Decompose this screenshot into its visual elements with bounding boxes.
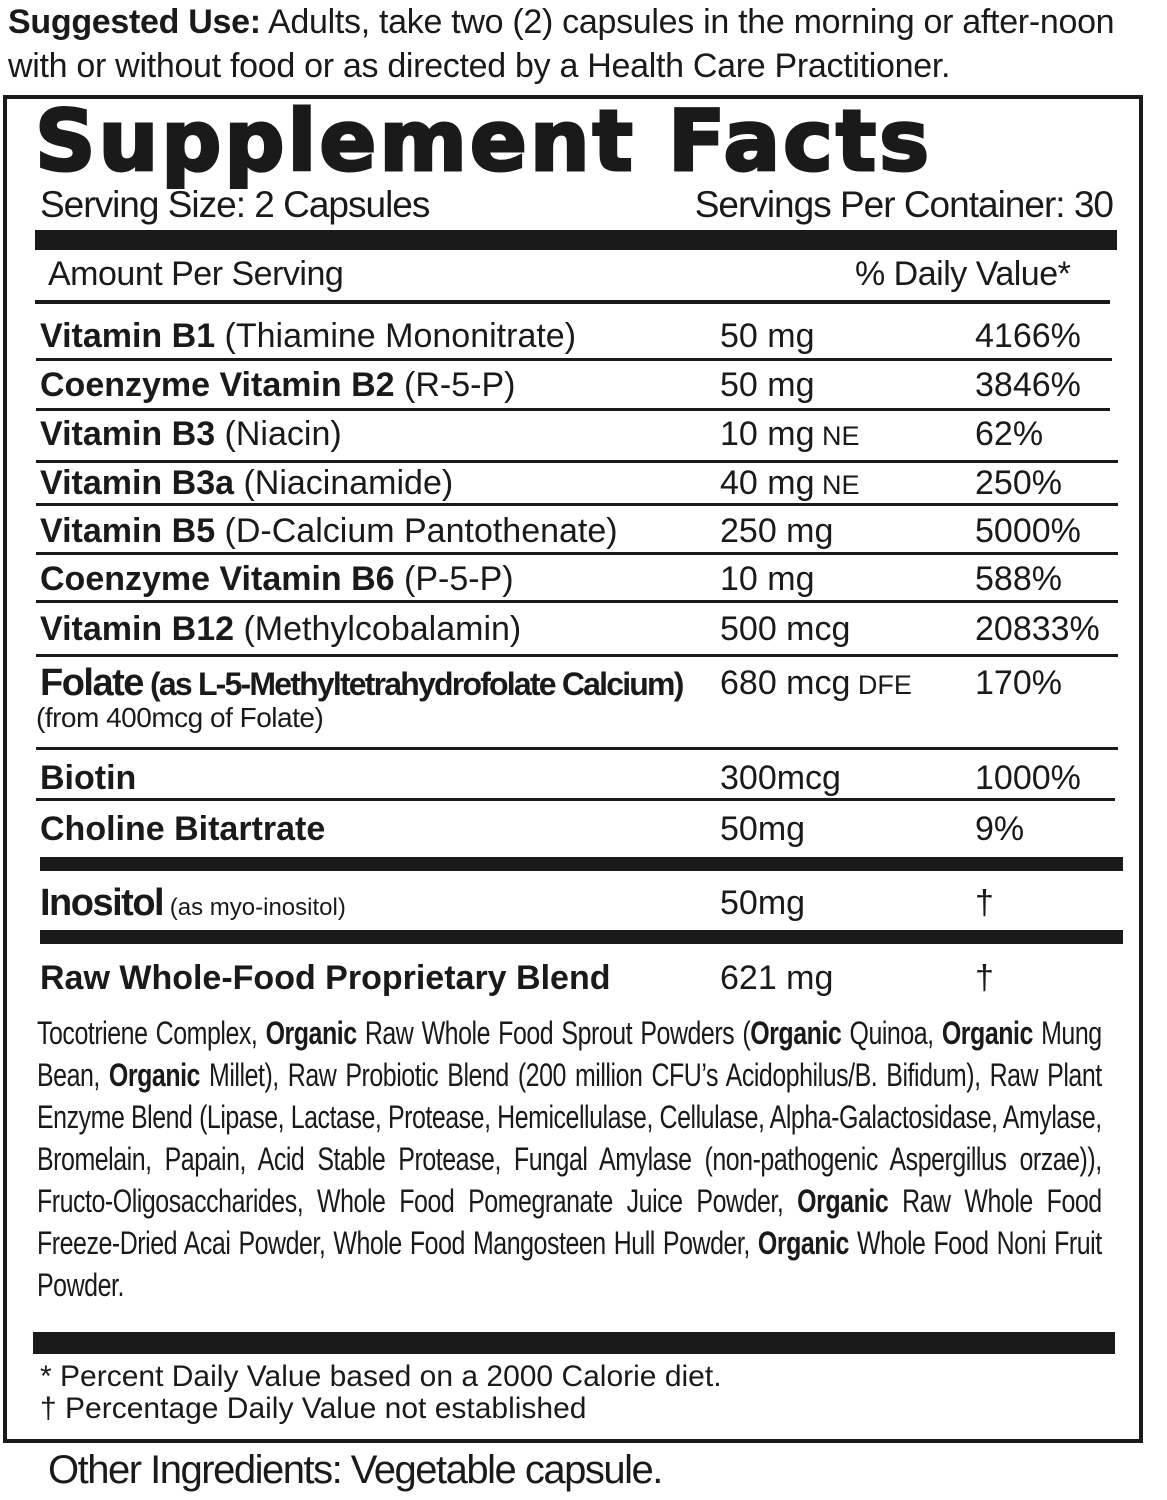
nutrient-name-cell bbox=[40, 955, 610, 1001]
nutrient-source: (Niacin) bbox=[215, 415, 342, 453]
nutrient-name: Choline Bitartrate bbox=[40, 810, 326, 848]
nutrient-row bbox=[40, 880, 1120, 926]
nutrient-daily-value: 4166% bbox=[975, 317, 1081, 355]
nutrient-subline: (from 400mcg of Folate) bbox=[36, 702, 324, 733]
nutrient-amount: 10 mg bbox=[720, 560, 815, 598]
nutrient-name-cell bbox=[40, 362, 515, 408]
nutrient-unit: NE bbox=[814, 421, 860, 451]
row-divider bbox=[36, 600, 1118, 603]
nutrient-name-cell bbox=[40, 460, 453, 506]
nutrient-amount-cell bbox=[720, 606, 850, 654]
nutrient-row bbox=[40, 955, 1120, 1001]
suggested-use-label: Suggested Use: bbox=[8, 3, 261, 41]
nutrient-amount-cell bbox=[720, 411, 860, 459]
nutrient-name: Biotin bbox=[40, 759, 137, 797]
nutrient-daily-value: 588% bbox=[975, 560, 1062, 598]
nutrient-name: Coenzyme Vitamin B2 bbox=[40, 366, 395, 404]
nutrient-daily-value: 5000% bbox=[975, 512, 1081, 550]
row-divider bbox=[36, 654, 1118, 657]
nutrient-daily-value: 20833% bbox=[975, 610, 1100, 648]
nutrient-name: Raw Whole-Food Proprietary Blend bbox=[40, 959, 611, 997]
nutrient-daily-value: † bbox=[975, 959, 994, 997]
nutrient-row bbox=[40, 755, 1120, 801]
nutrient-amount: 50 mg bbox=[720, 317, 815, 355]
row-divider bbox=[36, 358, 1112, 361]
nutrient-daily-value: 9% bbox=[975, 810, 1025, 848]
nutrient-unit: NE bbox=[814, 470, 860, 500]
nutrient-row bbox=[40, 606, 1120, 652]
organic-label: Organic bbox=[797, 1183, 889, 1219]
nutrient-daily-value: 170% bbox=[975, 664, 1062, 702]
nutrient-amount-cell bbox=[720, 508, 833, 556]
nutrient-row bbox=[40, 362, 1120, 408]
footnote: * Percent Daily Value based on a 2000 Calorie diet. bbox=[40, 1360, 722, 1393]
ingredient-text: Raw Whole Food Sprout Powders ( bbox=[356, 1015, 751, 1051]
nutrient-name-cell bbox=[40, 806, 325, 852]
nutrient-name: Vitamin B12 bbox=[40, 610, 235, 648]
row-divider bbox=[40, 857, 1123, 871]
nutrient-source: (P-5-P) bbox=[394, 560, 514, 598]
nutrient-source: (as myo-inositol) bbox=[163, 894, 346, 921]
nutrient-amount-cell bbox=[720, 660, 912, 708]
nutrient-name: Vitamin B3 bbox=[40, 415, 216, 453]
row-divider bbox=[36, 747, 1118, 750]
nutrient-row bbox=[40, 508, 1120, 554]
nutrient-name-cell bbox=[40, 755, 136, 801]
nutrient-name-cell bbox=[40, 313, 576, 359]
nutrient-daily-value: 250% bbox=[975, 464, 1062, 502]
panel-title: Supplement Facts bbox=[35, 92, 933, 190]
ingredient-text: Tocotriene Complex, bbox=[37, 1015, 266, 1051]
nutrient-source: (as L-5-Methyltetrahydrofolate Calcium) bbox=[142, 666, 683, 702]
nutrient-amount: 50 mg bbox=[720, 366, 815, 404]
row-divider bbox=[40, 930, 1123, 944]
nutrient-amount: 40 mg bbox=[720, 464, 815, 502]
ingredient-text: Raw Whole Food Freeze-Dried Acai Powder, Whole Food Mangosteen Hull Powder, bbox=[37, 1183, 1102, 1261]
nutrient-amount: 50mg bbox=[720, 810, 806, 848]
nutrient-row bbox=[40, 806, 1120, 852]
nutrient-amount-cell bbox=[720, 460, 860, 508]
organic-label: Organic bbox=[941, 1015, 1033, 1051]
nutrient-name-cell bbox=[40, 606, 521, 652]
nutrient-amount-cell bbox=[720, 880, 805, 928]
nutrient-amount-cell bbox=[720, 955, 833, 1003]
nutrient-daily-value: 1000% bbox=[975, 759, 1081, 797]
nutrient-source: (Methylcobalamin) bbox=[234, 610, 522, 648]
divider bbox=[35, 300, 1110, 304]
nutrient-name: Vitamin B5 bbox=[40, 512, 216, 550]
nutrient-name: Vitamin B1 bbox=[40, 317, 216, 355]
nutrient-amount-cell bbox=[720, 313, 815, 361]
nutrient-amount: 500 mcg bbox=[720, 610, 851, 648]
nutrient-amount-cell bbox=[720, 556, 815, 604]
nutrient-row bbox=[36, 660, 1120, 733]
nutrient-name: Coenzyme Vitamin B6 bbox=[40, 560, 395, 598]
nutrient-amount-cell bbox=[720, 755, 841, 803]
divider-thick bbox=[35, 230, 1117, 250]
nutrient-row bbox=[40, 313, 1120, 359]
nutrient-amount: 300mcg bbox=[720, 759, 841, 797]
nutrient-row bbox=[40, 411, 1120, 457]
organic-label: Organic bbox=[108, 1057, 200, 1093]
nutrient-amount-cell bbox=[720, 806, 805, 854]
nutrient-row bbox=[40, 460, 1120, 506]
ingredient-text: Millet), Raw Probiotic Blend (200 million CFU’s Acidophilus/B. Bifidum), Raw Plant Enzyme Blend (Lipase, Lactase, Protease, Hemicellulase, Cellulase, Alpha-Galactosidase, Amylase, Bromelain, Papain, Acid Stable Protease, Fungal Amylase (non-pathogenic Aspergillus orzae)), Fructo-Oligosaccharides, Whole Food Pomegranate Juice Powder, bbox=[37, 1057, 1102, 1219]
serving-size: Serving Size: 2 Capsules bbox=[40, 184, 430, 225]
organic-label: Organic bbox=[265, 1015, 357, 1051]
nutrient-daily-value: † bbox=[975, 884, 994, 922]
row-divider bbox=[36, 503, 1118, 506]
nutrient-name-cell bbox=[40, 556, 514, 602]
nutrient-source: (Thiamine Mononitrate) bbox=[215, 317, 577, 355]
amount-per-serving-header: Amount Per Serving bbox=[48, 255, 344, 293]
blend-ingredients bbox=[37, 1012, 1102, 1306]
footnote: † Percentage Daily Value not established bbox=[40, 1392, 587, 1425]
divider-thick bbox=[33, 1332, 1115, 1354]
organic-label: Organic bbox=[750, 1015, 842, 1051]
ingredient-text: Whole Food Noni Fruit Powder. bbox=[37, 1225, 1102, 1303]
nutrient-name: Folate bbox=[40, 662, 143, 704]
suggested-use bbox=[8, 0, 1158, 88]
nutrient-name-cell bbox=[40, 508, 618, 554]
other-ingredients: Other Ingredients: Vegetable capsule. bbox=[48, 1448, 662, 1492]
nutrient-name-cell bbox=[40, 411, 342, 457]
nutrient-amount: 621 mg bbox=[720, 959, 834, 997]
daily-value-header: % Daily Value* bbox=[855, 255, 1071, 293]
nutrient-name-cell bbox=[40, 660, 683, 707]
nutrient-daily-value: 62% bbox=[975, 415, 1044, 453]
nutrient-name: Vitamin B3a bbox=[40, 464, 235, 502]
nutrient-source: (D-Calcium Pantothenate) bbox=[215, 512, 618, 550]
ingredient-text: Quinoa, bbox=[841, 1015, 942, 1051]
organic-label: Organic bbox=[757, 1225, 849, 1261]
ingredient-text: Mung Bean, bbox=[37, 1015, 1102, 1093]
nutrient-name: Inositol bbox=[40, 882, 164, 924]
nutrient-source: (R-5-P) bbox=[394, 366, 516, 404]
servings-per-container: Servings Per Container: 30 bbox=[694, 184, 1113, 225]
nutrient-daily-value: 3846% bbox=[975, 366, 1081, 404]
nutrient-amount: 250 mg bbox=[720, 512, 834, 550]
nutrient-unit: DFE bbox=[850, 670, 912, 700]
nutrient-name-cell bbox=[40, 880, 346, 931]
row-divider bbox=[36, 552, 1118, 555]
row-divider bbox=[36, 798, 1115, 801]
nutrient-amount: 10 mg bbox=[720, 415, 815, 453]
nutrient-source: (Niacinamide) bbox=[234, 464, 454, 502]
nutrient-amount-cell bbox=[720, 362, 815, 410]
suggested-use-text: Adults, take two (2) capsules in the morning or after-noon with or without food or as directed by a Health Care Practitioner. bbox=[8, 3, 1115, 85]
nutrient-row bbox=[40, 556, 1120, 602]
nutrient-amount: 680 mcg bbox=[720, 664, 851, 702]
nutrient-amount: 50mg bbox=[720, 884, 806, 922]
